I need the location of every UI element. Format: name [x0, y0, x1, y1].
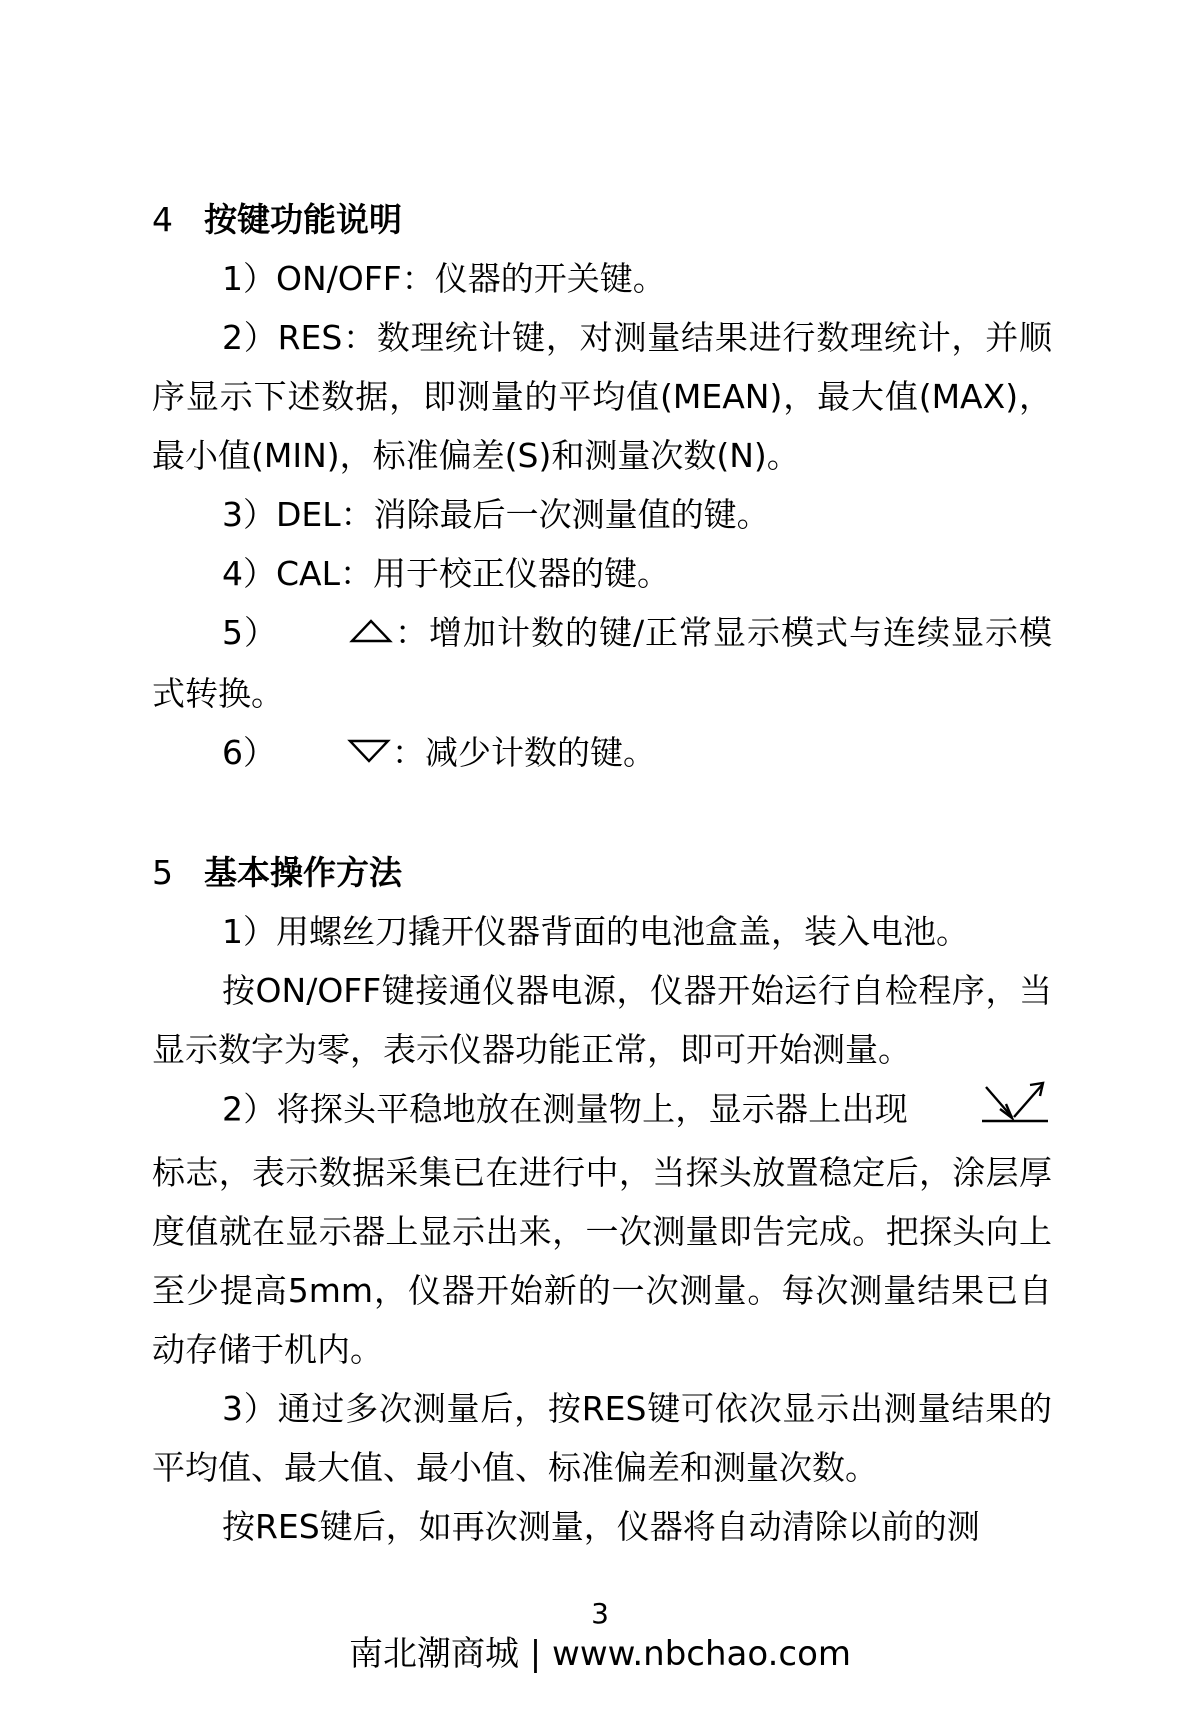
section-number: 4: [152, 200, 173, 239]
paragraph-measure: [152, 1079, 1052, 1379]
section-number: 5: [152, 853, 173, 892]
page-number: 3: [591, 1597, 609, 1630]
section-5-heading: [152, 843, 1052, 902]
paragraph-text: 2）将探头平稳地放在测量物上，显示器上出现: [222, 1089, 908, 1129]
paragraph-text: 标志，表示数据采集已在进行中，当探头放置稳定后，涂层厚度值就在显示器上显示出来，一次测量即告完成。把探头向上至少提高5mm，仪器开始新的一次测量。每次测量结果已自动存储于机内。: [152, 1153, 1052, 1369]
paragraph: 1）ON/OFF：仪器的开关键。: [222, 259, 666, 298]
triangle-up-outline-icon: [278, 605, 394, 664]
paragraph: 按RES键后，如再次测量，仪器将自动清除以前的测: [222, 1507, 980, 1546]
triangle-down-outline-icon: [276, 725, 392, 784]
section-gap: [152, 784, 1052, 843]
paragraph: 按ON/OFF键接通仪器电源，仪器开始运行自检程序，当显示数字为零，表示仪器功能正常，即可开始测量。: [152, 971, 1052, 1069]
paragraph: 3）DEL：消除最后一次测量值的键。: [222, 495, 770, 534]
paragraph: 1）用螺丝刀撬开仪器背面的电池盒盖，装入电池。: [222, 912, 969, 951]
page-content: [152, 190, 1052, 1556]
footer-brand: 南北潮商城 | www.nbchao.com: [348, 1634, 851, 1674]
item-prefix: 6）: [222, 733, 276, 772]
item-text: ：增加计数的键/正常显示模式与连续显示模式转换。: [152, 613, 1052, 713]
paragraph-up-key: [152, 603, 1052, 723]
item-prefix: 5）: [222, 613, 278, 652]
section-title: 基本操作方法: [204, 853, 402, 892]
paragraph: 4）CAL：用于校正仪器的键。: [222, 554, 670, 593]
item-text: ：减少计数的键。: [392, 733, 656, 772]
paragraph-down-key: [152, 723, 1052, 784]
reflect-arrow-icon: [908, 1079, 1052, 1143]
paragraph: 3）通过多次测量后，按RES键可依次显示出测量结果的平均值、最大值、最小值、标准偏差和测量次数。: [152, 1389, 1052, 1487]
paragraph: 2）RES：数理统计键，对测量结果进行数理统计，并顺序显示下述数据，即测量的平均值(MEAN)，最大值(MAX)，最小值(MIN)，标准偏差(S)和测量次数(N)。: [152, 318, 1052, 475]
section-4-heading: [152, 190, 1052, 249]
section-title: 按键功能说明: [204, 200, 402, 239]
